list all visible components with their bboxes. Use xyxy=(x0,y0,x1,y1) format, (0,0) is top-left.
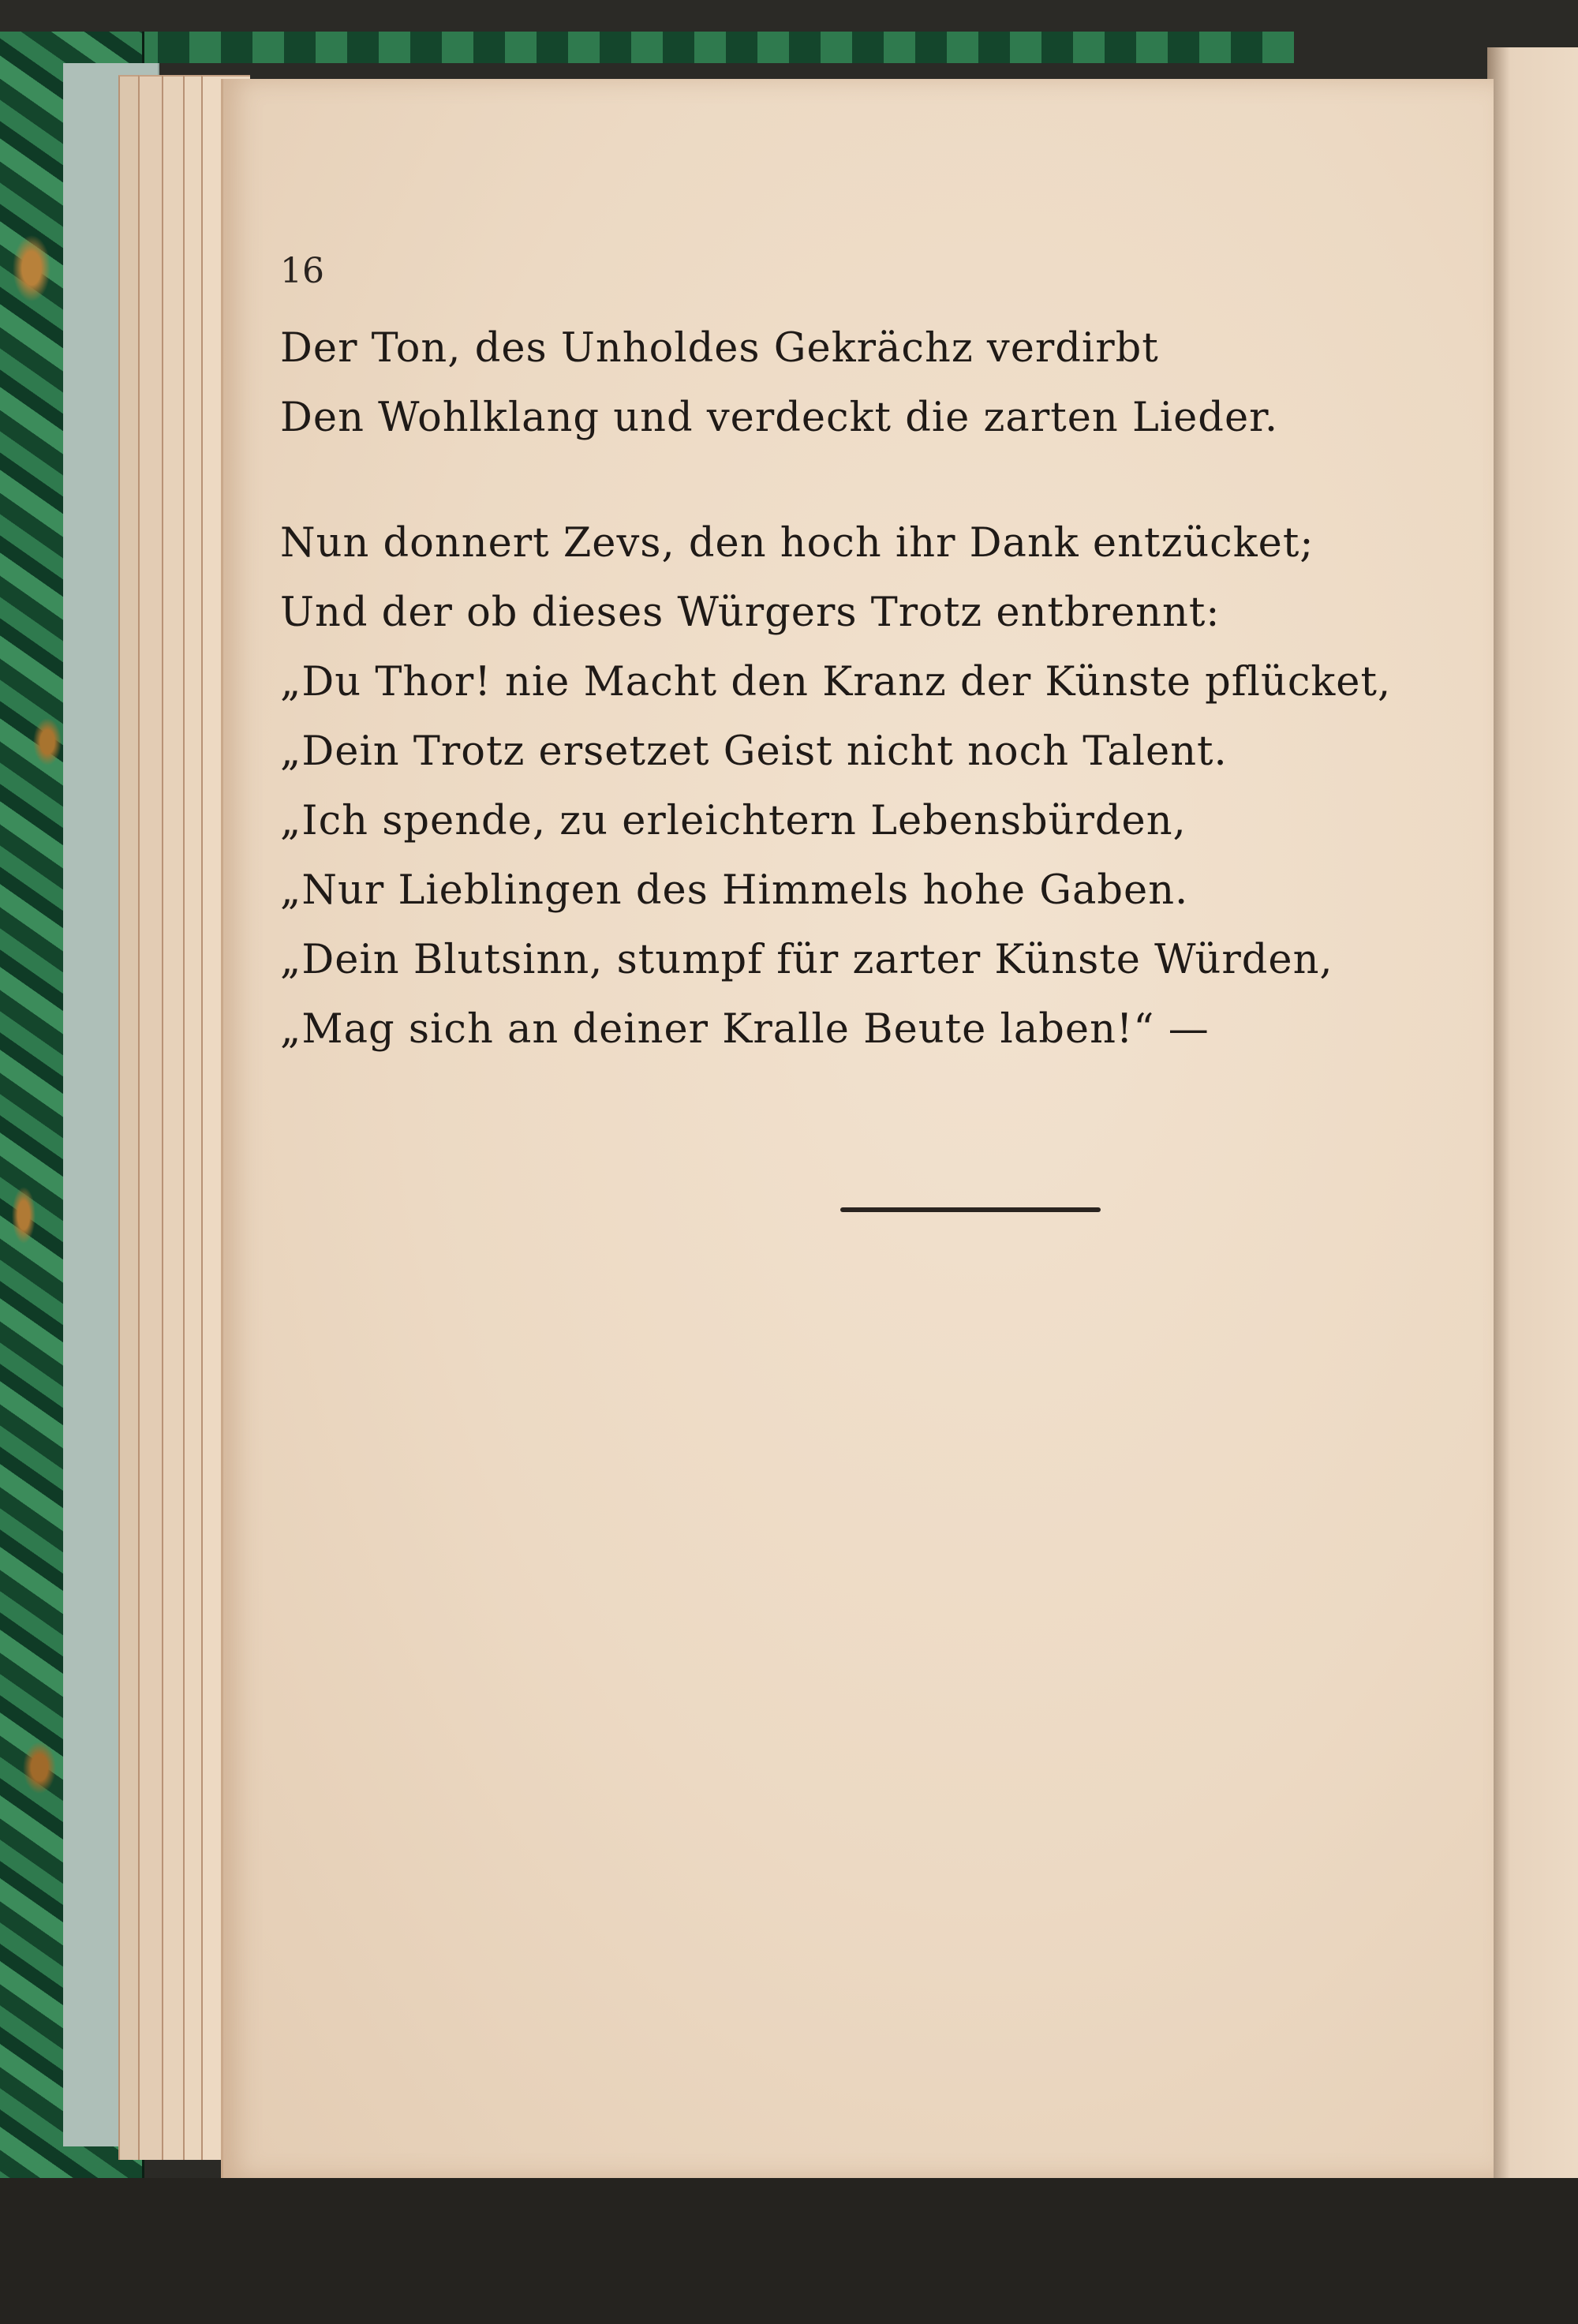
verse-line: Der Ton, des Unholdes Gekrächz verdirbt xyxy=(280,325,1159,372)
verse-line: Nun donnert Zevs, den hoch ihr Dank entzücket; xyxy=(280,520,1314,567)
verse-line: „Dein Blutsinn, stumpf für zarter Künste Würden, xyxy=(280,937,1333,983)
section-divider-rule xyxy=(840,1207,1101,1212)
stanza-1 xyxy=(280,314,1278,453)
next-page-edge xyxy=(1487,47,1578,2194)
page-number: 16 xyxy=(280,251,324,291)
verse-line: „Dein Trotz ersetzet Geist nicht noch Talent. xyxy=(280,728,1228,775)
cover-top-edge xyxy=(0,32,1294,63)
stanza-2 xyxy=(280,509,1391,1065)
verse-line: Den Wohlklang und verdeckt die zarten Lieder. xyxy=(280,395,1279,441)
verse-line: „Mag sich an deiner Kralle Beute laben!“ — xyxy=(280,1006,1210,1053)
verse-line: „Ich spende, zu erleichtern Lebensbürden, xyxy=(280,798,1187,844)
verse-line: „Du Thor! nie Macht den Kranz der Künste pflücket, xyxy=(280,659,1392,705)
table-background xyxy=(0,2178,1578,2324)
verse-line: Und der ob dieses Würgers Trotz entbrennt: xyxy=(280,589,1221,636)
verse-line: „Nur Lieblingen des Himmels hohe Gaben. xyxy=(280,867,1189,914)
